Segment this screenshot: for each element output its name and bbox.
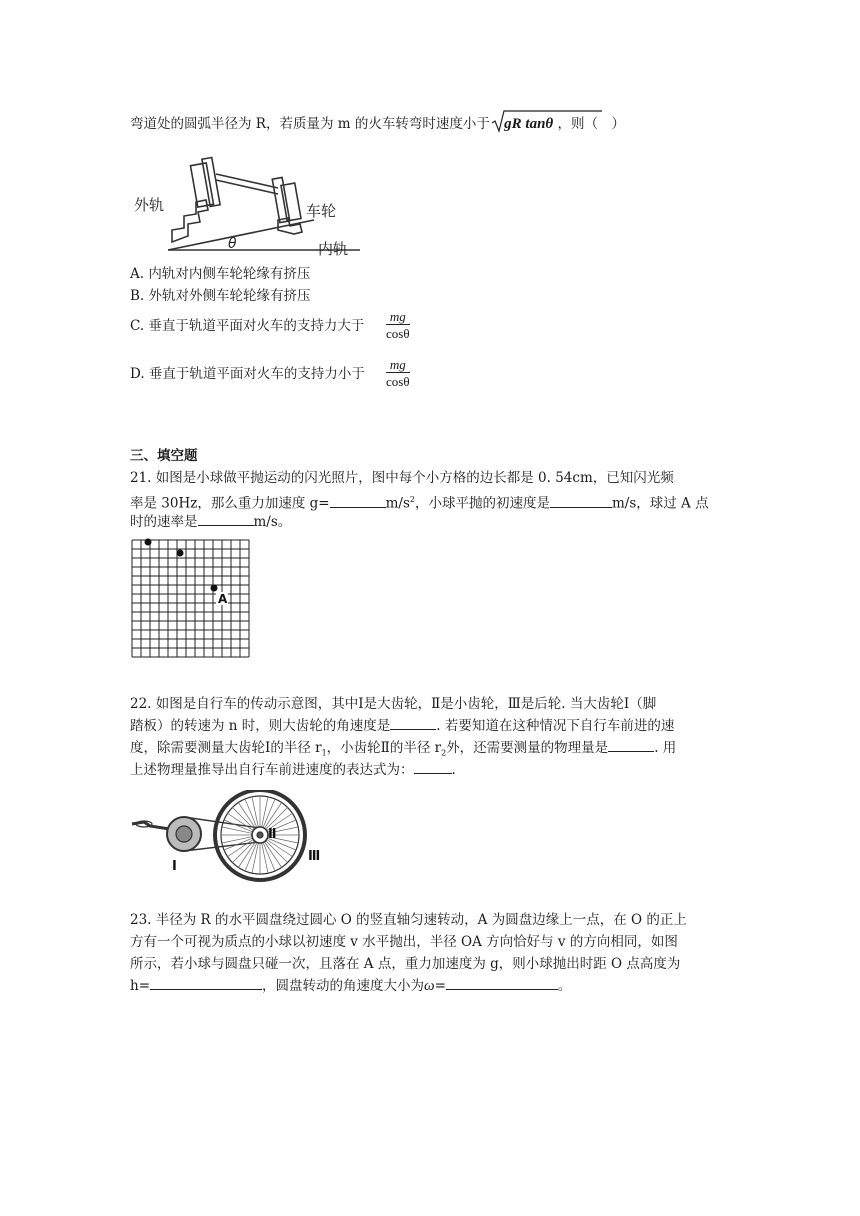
outer-rail-label: 外轨 [134,196,165,214]
q22-subscript: 2 [441,748,447,758]
q23-line3: 所示，若小球与圆盘只碰一次，且落在 A 点，重力加速度为 g，则小球抛出时距 O 点高度为 [130,956,681,972]
sqrt-sign-icon [492,111,504,133]
wheel-label: 车轮 [306,202,337,220]
q20-option-c: C. 垂直于轨道平面对火车的支持力大于 [130,318,365,334]
label-rear-wheel: Ⅲ [308,849,321,864]
ball-position-1 [145,539,152,546]
omega-symbol: ω [424,978,435,994]
ball-position-a [211,585,218,592]
q22-line1: 22. 如图是自行车的传动示意图，其中Ⅰ是大齿轮，Ⅱ是小齿轮，Ⅲ是后轮. 当大齿轮Ⅰ（脚 [130,696,657,712]
sqrt-content: gR tanθ [504,116,554,132]
fraction-denominator: cosθ [386,326,410,341]
railway-figure [128,150,368,258]
fraction-option-c [386,309,410,342]
q20-stem-before: 弯道处的圆弧半径为 R，若质量为 m 的火车转弯时速度小于 [130,116,490,132]
fraction-option-d [386,357,410,390]
answer-blank[interactable] [550,494,612,508]
q21-line2 [130,490,709,514]
point-a-label: A [218,592,228,606]
q23-text: = [434,978,446,994]
answer-blank[interactable] [330,494,386,508]
fraction-numerator: mg [386,309,410,325]
answer-blank[interactable] [150,976,262,990]
q20-option-a: A. 内轨对内侧车轮轮缘有挤压 [130,266,311,282]
answer-blank[interactable] [608,738,654,752]
q23-text: 。 [557,978,572,994]
fraction-denominator: cosθ [386,374,410,389]
q22-line2 [130,716,674,736]
q22-text: 度，除需要测量大齿轮Ⅰ的半径 r [130,740,322,756]
flash-photo-grid [130,536,254,660]
angle-label: θ [228,236,237,252]
q22-line4 [130,760,456,780]
q21-unit: m/s [385,495,410,512]
q23-line4 [130,976,571,996]
q22-text: . 用 [654,740,677,756]
answer-blank[interactable] [446,976,558,990]
q22-text: 踏板）的转速为 n 时，则大齿轮的角速度是 [130,718,391,734]
sqrt-expression [494,114,553,134]
q22-text: ，小齿轮Ⅱ的半径 r [326,740,442,756]
q20-stem [130,114,625,134]
q22-text: . [451,762,456,778]
fraction-numerator: mg [386,357,410,373]
q21-text: 时的速率是 [130,514,198,530]
answer-blank[interactable] [198,512,254,526]
label-big-gear: Ⅰ [172,859,177,874]
q20-stem-after: ，则（ ） [557,116,625,132]
q23-text: h= [130,978,151,994]
q21-text: ，小球平抛的初速度是 [414,495,550,512]
section-title: 三、填空题 [130,448,198,464]
q21-unit-exponent: 2 [409,495,415,504]
answer-blank[interactable] [390,716,436,730]
q22-subscript: 1 [321,748,327,758]
answer-blank[interactable] [414,760,452,774]
q23-line2: 方有一个可视为质点的小球以初速度 v 水平抛出，半径 OA 方向恰好与 v 的方向相同，如图 [130,934,678,950]
ball-position-2 [177,550,184,557]
q23-text: ，圆盘转动的角速度大小为 [262,978,425,994]
q21-unit: m/s。 [253,514,292,530]
q21-text: 率是 30Hz，那么重力加速度 g= [130,495,330,512]
q21-line3 [130,512,291,532]
q21-line1: 21. 如图是小球做平抛运动的闪光照片，图中每个小方格的边长都是 0. 54cm，已知闪光频 [130,470,674,486]
q22-text: 外，还需要测量的物理量是 [446,740,609,756]
q22-text: 上述物理量推导出自行车前进速度的表达式为： [130,762,414,778]
q20-option-d: D. 垂直于轨道平面对火车的支持力小于 [130,366,365,382]
label-small-gear: Ⅱ [268,827,277,842]
bicycle-drive-figure [128,790,358,886]
q22-text: . 若要知道在这种情况下自行车前进的速 [436,718,675,734]
q20-option-b: B. 外轨对外侧车轮轮缘有挤压 [130,288,311,304]
q21-text: m/s，球过 A 点 [611,495,709,512]
q23-line1: 23. 半径为 R 的水平圆盘绕过圆心 O 的竖直轴匀速转动，A 为圆盘边缘上一点，在 O 的正上 [130,912,687,928]
inner-rail-label: 内轨 [318,240,349,258]
